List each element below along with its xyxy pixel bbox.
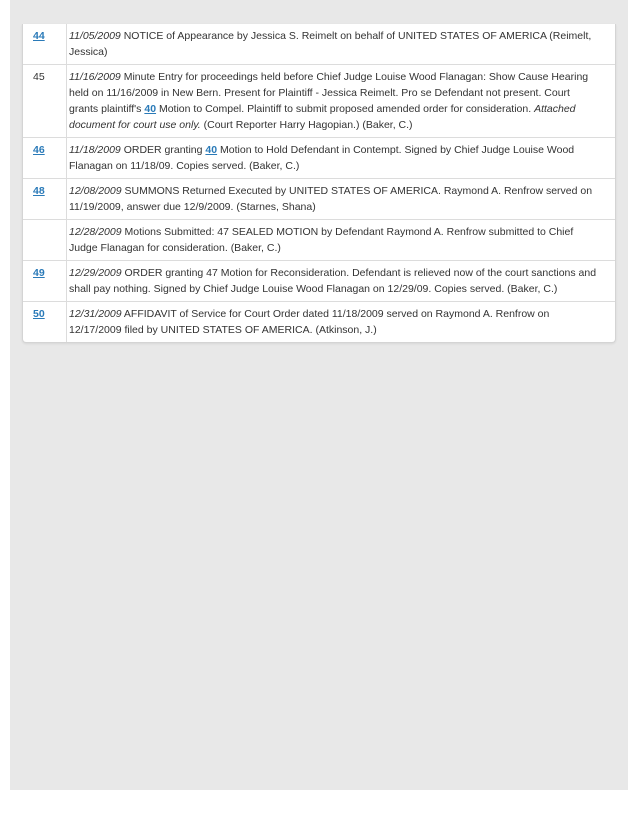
entry-date: 12/28/2009 xyxy=(69,226,122,238)
entry-number xyxy=(23,302,67,342)
entry-description: Motions Submitted: 47 SEALED MOTION by Defendant Raymond A. Renfrow submitted to Chief Judge Flanagan for consideration. (Baker, C.) xyxy=(69,226,574,254)
docket-entry-45 xyxy=(23,64,615,137)
entry-number-link[interactable]: 50 xyxy=(33,308,45,320)
entry-number xyxy=(23,65,67,137)
entry-description: ORDER granting 47 Motion for Reconsideration. Defendant is relieved now of the court sanctions and shall pay nothing. Signed by Chief Judge Louise Wood Flanagan on 12/29/09. Copies served. (Baker, C.) xyxy=(69,267,597,295)
entry-number-link[interactable]: 49 xyxy=(33,267,45,279)
entry-date: 11/16/2009 xyxy=(69,71,121,83)
entry-number xyxy=(23,261,67,301)
entry-number xyxy=(23,220,67,260)
entry-number-text: 45 xyxy=(33,71,45,83)
docket-table xyxy=(22,24,616,343)
document-link[interactable]: 40 xyxy=(144,103,157,115)
docket-entry-48 xyxy=(23,178,615,219)
entry-text xyxy=(67,179,615,219)
entry-date: 12/31/2009 xyxy=(69,308,122,320)
docket-entry-49 xyxy=(23,260,615,301)
entry-description-cont: Motion to Hold Defendant in Contempt. Signed by Chief Judge Louise Wood Flanagan on 11/18/09. Copies served. (Baker, C.) xyxy=(69,144,575,172)
entry-text xyxy=(67,261,615,301)
docket-entry-unnumbered xyxy=(23,219,615,260)
entry-text xyxy=(67,65,615,137)
entry-date: 11/05/2009 xyxy=(69,30,121,42)
entry-description: SUMMONS Returned Executed by UNITED STATES OF AMERICA. Raymond A. Renfrow served on 11/19/2009, answer due 12/9/2009. (Starnes, Shana) xyxy=(69,185,593,213)
entry-description-cont: Motion to Compel. Plaintiff to submit proposed amended order for consideration. xyxy=(158,103,532,115)
entry-note-italic: Attached document for court use only. xyxy=(69,103,576,131)
entry-number xyxy=(23,179,67,219)
document-link[interactable]: 40 xyxy=(205,144,218,156)
entry-date: 11/18/2009 xyxy=(69,144,121,156)
entry-date: 12/29/2009 xyxy=(69,267,122,279)
entry-date: 12/08/2009 xyxy=(69,185,122,197)
entry-number-link[interactable]: 48 xyxy=(33,185,45,197)
entry-number-link[interactable]: 44 xyxy=(33,30,45,42)
entry-description-end: (Court Reporter Harry Hagopian.) (Baker, C.) xyxy=(203,119,413,131)
entry-description: ORDER granting xyxy=(123,144,203,156)
entry-description: NOTICE of Appearance by Jessica S. Reimelt on behalf of UNITED STATES OF AMERICA (Reimelt, Jessica) xyxy=(69,30,592,58)
docket-entry-46 xyxy=(23,137,615,178)
entry-number xyxy=(23,138,67,178)
entry-number-link[interactable]: 46 xyxy=(33,144,45,156)
entry-description: Minute Entry for proceedings held before Chief Judge Louise Wood Flanagan: Show Cause Hearing held on 11/16/2009 in New Bern. Present for Plaintiff - Jessica Reimelt. Pro se Defendant not present. Court grants plaintiff's xyxy=(69,71,589,115)
entry-text xyxy=(67,138,615,178)
entry-text xyxy=(67,24,615,64)
docket-entry-44 xyxy=(23,24,615,64)
entry-description: AFFIDAVIT of Service for Court Order dated 11/18/2009 served on Raymond A. Renfrow on 12/17/2009 filed by UNITED STATES OF AMERICA. (Atkinson, J.) xyxy=(69,308,550,336)
entry-text xyxy=(67,220,615,260)
docket-entry-50 xyxy=(23,301,615,342)
entry-text xyxy=(67,302,615,342)
entry-number xyxy=(23,24,67,64)
